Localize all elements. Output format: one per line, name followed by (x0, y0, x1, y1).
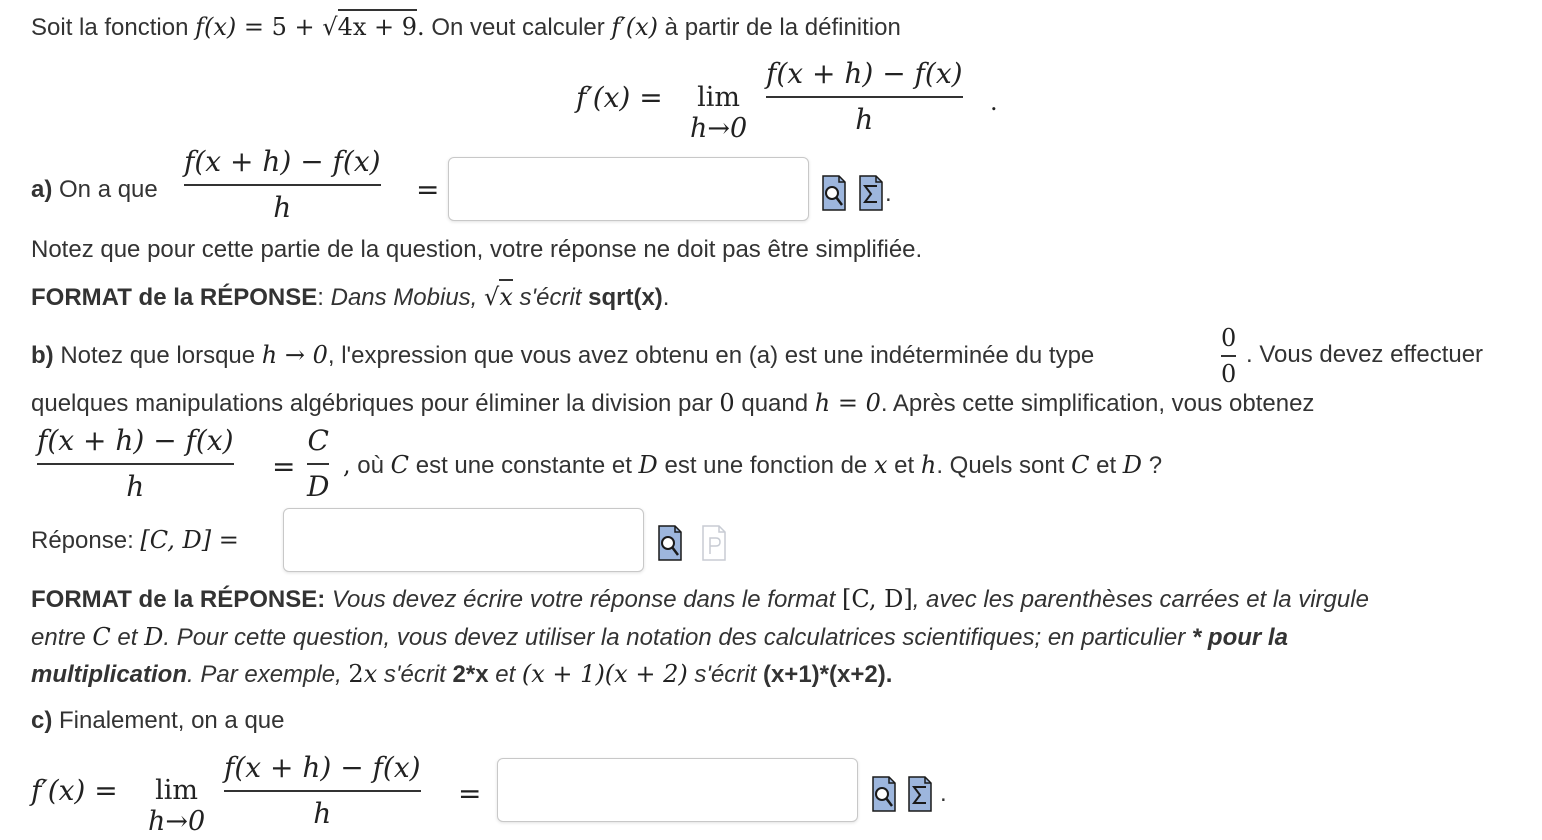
math-c: C (92, 623, 111, 651)
definition-limit (690, 84, 747, 142)
format-colon: : (317, 284, 331, 311)
text: . Vous devez effectuer (1246, 341, 1484, 368)
limit-sub: h→0 (148, 806, 206, 837)
part-c-lhs: f′(x) = (31, 774, 118, 807)
part-a-text: On a que (52, 176, 158, 203)
fraction-denominator: 0 (1221, 360, 1237, 388)
fraction-denominator: h (313, 797, 332, 830)
text: est une fonction de (657, 452, 874, 479)
text: . Après cette simplification, vous obtenez (880, 390, 1315, 417)
text: Notez que lorsque (53, 342, 262, 369)
definition-fraction (766, 57, 963, 136)
math-d: D (1122, 451, 1143, 479)
definition-dot: . (990, 88, 998, 116)
zero-over-zero-fraction (1221, 326, 1236, 386)
example-2-math: (x + 1)(x + 2) (521, 660, 688, 688)
part-c-equals: = (458, 777, 482, 810)
format-label: FORMAT de la RÉPONSE (31, 284, 318, 311)
format-dot: . (662, 284, 670, 311)
intro-text: Soit la fonction (31, 14, 196, 41)
part-c-label (31, 709, 285, 733)
fprime: f′(x) (611, 13, 659, 41)
format-text: entre (31, 624, 93, 651)
format-text: . Pour cette question, vous devez utiliser la notation des calculatrices scientifiques; en particulier (163, 624, 1192, 651)
fraction-numerator: 0 (1221, 324, 1237, 352)
format-text: s'écrit (377, 661, 453, 688)
fraction-denominator: h (126, 470, 145, 503)
fraction-numerator: C (307, 424, 329, 457)
format-text: s'écrit (512, 284, 589, 311)
part-a-note: Notez que pour cette partie de la question, votre réponse ne doit pas être simplifiée. (31, 236, 923, 263)
math-c-d: [C, D] (841, 585, 913, 613)
equation-editor-icon[interactable] (907, 775, 933, 813)
fraction-bar (766, 96, 963, 98)
fraction-bar (1221, 355, 1236, 357)
part-a-dot: . (885, 180, 892, 207)
part-b-line3 (343, 453, 1162, 478)
part-a-letter: a) (31, 176, 53, 203)
fraction-bar (184, 184, 381, 186)
part-c-limit (148, 777, 205, 835)
fraction-bar (307, 463, 329, 465)
math-x: x (873, 451, 888, 479)
fraction-denominator: h (855, 103, 874, 136)
sqrt-radicand: x (499, 279, 513, 311)
fraction-bar (37, 463, 234, 465)
intro-suffix: à partir de la définition (658, 14, 901, 41)
intro-mid: On veut calculer (424, 14, 612, 41)
example-2-code: (x+1)*(x+2). (762, 661, 893, 688)
math-d: D (144, 623, 164, 651)
math-h-eq-0: h = 0 (814, 389, 881, 417)
text: ? (1142, 452, 1163, 479)
definition-lhs: f′(x) = (576, 81, 663, 114)
part-a-answer-input[interactable] (448, 157, 809, 221)
format-text: Dans Mobius, (330, 284, 485, 311)
part-b-format-line3 (31, 662, 892, 687)
answer-label-text: Réponse: (31, 527, 141, 554)
example-1-code: 2*x (452, 661, 489, 688)
math-h: h (920, 451, 937, 479)
part-b-answer-input[interactable] (283, 508, 644, 572)
preview-icon[interactable] (657, 524, 683, 562)
plot-icon-disabled (701, 524, 727, 562)
func-eq: = 5 + (236, 13, 323, 41)
part-b-format-line1 (31, 587, 1369, 612)
format-label: FORMAT de la RÉPONSE: (31, 586, 326, 613)
fraction-denominator: h (273, 191, 292, 224)
math-h-to-0: h → 0 (261, 341, 328, 369)
fraction-numerator: f(x + h) − f(x) (184, 145, 381, 178)
fraction-numerator: f(x + h) − f(x) (766, 57, 963, 90)
format-text: Vous devez écrire votre réponse dans le format (325, 586, 842, 613)
fraction-numerator: f(x + h) − f(x) (224, 751, 421, 784)
part-b-fraction (37, 424, 234, 503)
part-b-line2 (31, 391, 1314, 416)
part-c-dot: . (940, 780, 947, 807)
equation-editor-icon[interactable] (858, 174, 884, 212)
part-a-equals: = (416, 173, 440, 206)
sqrt-radical: √ (322, 13, 338, 41)
preview-icon[interactable] (871, 775, 897, 813)
part-c-answer-input[interactable] (497, 758, 858, 822)
part-b-format-line2 (31, 625, 1288, 650)
part-a-fraction (184, 145, 381, 224)
func-lhs: f(x) (195, 13, 237, 41)
text: , l'expression que vous avez obtenu en (a) est une indéterminée du type (327, 342, 1095, 369)
format-text: et (488, 661, 522, 688)
part-b-equals: = (272, 450, 296, 483)
part-b-letter: b) (31, 342, 54, 369)
part-b-answer-label (31, 528, 239, 553)
format-text: . Par exemple, (187, 661, 349, 688)
limit-text: lim (697, 82, 741, 113)
answer-label-math: [C, D] = (140, 526, 239, 554)
format-text: s'écrit (687, 661, 763, 688)
format-emphasis: * pour la (1191, 624, 1288, 651)
fraction-denominator: D (307, 470, 330, 503)
sqrt-radical: √ (484, 283, 500, 311)
format-emphasis: multiplication (31, 661, 187, 688)
text: quelques manipulations algébriques pour éliminer la division par (31, 390, 720, 417)
fraction-numerator: f(x + h) − f(x) (37, 424, 234, 457)
format-text: , avec les parenthèses carrées et la virgule (912, 586, 1369, 613)
limit-text: lim (155, 775, 199, 806)
part-c-letter: c) (31, 707, 53, 734)
math-d: D (638, 451, 658, 479)
text: et (887, 452, 921, 479)
format-text: et (110, 624, 145, 651)
format-code: sqrt(x) (588, 284, 663, 311)
math-zero: 0 (719, 389, 735, 417)
text: quand (734, 390, 815, 417)
preview-icon[interactable] (821, 174, 847, 212)
text: et (1089, 452, 1123, 479)
c-over-d-fraction (307, 424, 330, 503)
part-a-label (31, 178, 158, 202)
limit-sub: h→0 (690, 113, 748, 144)
part-c-fraction (224, 751, 421, 830)
part-a-format (31, 285, 669, 310)
text: . Quels sont (936, 452, 1072, 479)
comma: , (343, 451, 351, 479)
intro-line (31, 15, 901, 40)
math-c: C (390, 451, 410, 479)
text: où (350, 452, 391, 479)
text: est une constante et (409, 452, 639, 479)
fraction-bar (224, 790, 421, 792)
intro-dot: . (417, 13, 425, 41)
part-c-text: Finalement, on a que (52, 707, 285, 734)
sqrt-radicand: 4x + 9 (338, 9, 417, 41)
example-1-math: 2x (348, 660, 378, 688)
part-b-line1 (31, 343, 1094, 368)
math-c: C (1071, 451, 1090, 479)
